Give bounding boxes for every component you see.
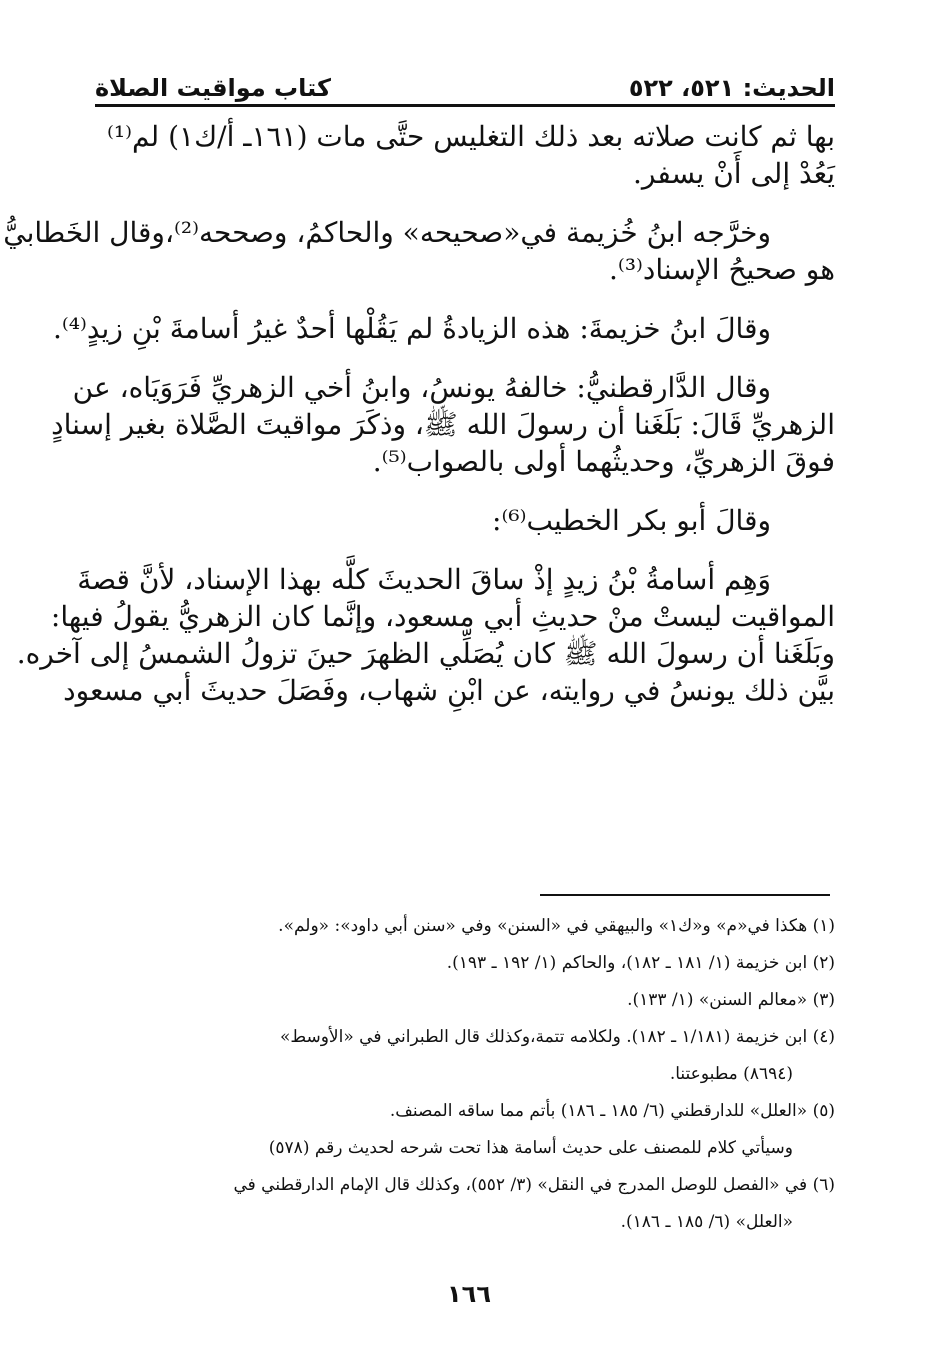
running-header (95, 62, 835, 102)
text-line: وقالَ ابنُ خزيمةَ: هذه الزيادةُ لم يَقُلْها أحدٌ غيرُ أسامةَ بْنِ زيدٍ⁽⁴⁾. (52, 312, 771, 345)
text-line: بها ثم كانت صلاته بعد ذلك التغليس حتَّى مات (١٦١ـ أ/ك١) لم⁽¹⁾ (107, 120, 835, 153)
text-line: وَهِم أسامةُ بْنُ زيدٍ إذْ ساقَ الحديثَ كلَّه بهذا الإسناد، لأنَّ قصةَ (77, 563, 771, 596)
header-book-title: كتاب مواقيت الصلاة (95, 74, 331, 102)
text-line: وبَلَغَنا أن رسولَ الله ﷺ كان يُصَلِّي الظهرَ حينَ تزولُ الشمسُ إلى آخره. (16, 637, 835, 670)
page-number: ١٦٦ (447, 1280, 491, 1308)
text-line: المواقيت ليستْ منْ حديثِ أبي مسعود، وإنَّما كان الزهريُّ يقولُ فيها: (50, 600, 835, 633)
footnote-line: (٥) «العلل» للدارقطني (٦/ ١٨٥ ـ ١٨٦) بأتم مما ساقه المصنف. (389, 1101, 835, 1121)
header-hadith-numbers: الحديث: ٥٢١، ٥٢٢ (628, 74, 835, 102)
text-line: وقال الدَّارقطنيُّ: خالفهُ يونسُ، وابنُ أخي الزهريِّ فَرَوَيَاه، عن (72, 371, 771, 404)
text-line: فوقَ الزهريِّ، وحديثُهما أولى بالصواب⁽⁵⁾. (372, 445, 835, 478)
footnote-line: (١) هكذا في«م» و«ك١» والبيهقي في «السنن» وفي «سنن أبي داود»: «ولم». (278, 916, 835, 936)
header-divider (95, 104, 835, 107)
text-line: الزهريِّ قَالَ: بَلَغَنا أن رسولَ الله ﷺ، وذكَرَ مواقيتَ الصَّلاة بغير إسنادٍ (51, 408, 835, 441)
text-line: وقالَ أبو بكر الخطيب⁽⁶⁾: (492, 504, 771, 537)
footnote-line: (٢) ابن خزيمة (١/ ١٨١ ـ ١٨٢)، والحاكم (١/ ١٩٢ ـ ١٩٣). (446, 953, 835, 973)
text-line: يَعُدْ إلى أَنْ يسفر. (633, 157, 835, 190)
text-line: بيَّن ذلك يونسُ في روايته، عن ابْنِ شهاب، وفَصَلَ حديثَ أبي مسعود (63, 674, 835, 707)
footnotes (100, 908, 835, 1241)
footnote-line: (٦) في «الفصل للوصل المدرج في النقل» (٣/ ٥٥٢)، وكذلك قال الإمام الدارقطني في (233, 1175, 835, 1195)
footnote-line: «العلل» (٦/ ١٨٥ ـ ١٨٦). (620, 1212, 793, 1232)
main-text (3, 118, 835, 709)
footnote-line: وسيأتي كلام للمصنف على حديث أسامة هذا تحت شرحه لحديث رقم (٥٧٨) (268, 1138, 793, 1158)
footnote-line: (٨٦٩٤) مطبوعتنا. (669, 1064, 793, 1084)
text-line: وخرَّجه ابنُ خُزيمة في«صحيحه» والحاكمُ، وصححه⁽²⁾،وقال الخَطابيُّ (3, 216, 771, 249)
text-line: هو صحيحُ الإسناد⁽³⁾. (609, 253, 835, 286)
footnote-divider (540, 894, 830, 896)
footnote-line: (٣) «معالم السنن» (١/ ١٣٣). (627, 990, 835, 1010)
footnote-line: (٤) ابن خزيمة (١/١٨١ ـ ١٨٢). ولكلامه تتمة،وكذلك قال الطبراني في «الأوسط» (279, 1027, 835, 1047)
